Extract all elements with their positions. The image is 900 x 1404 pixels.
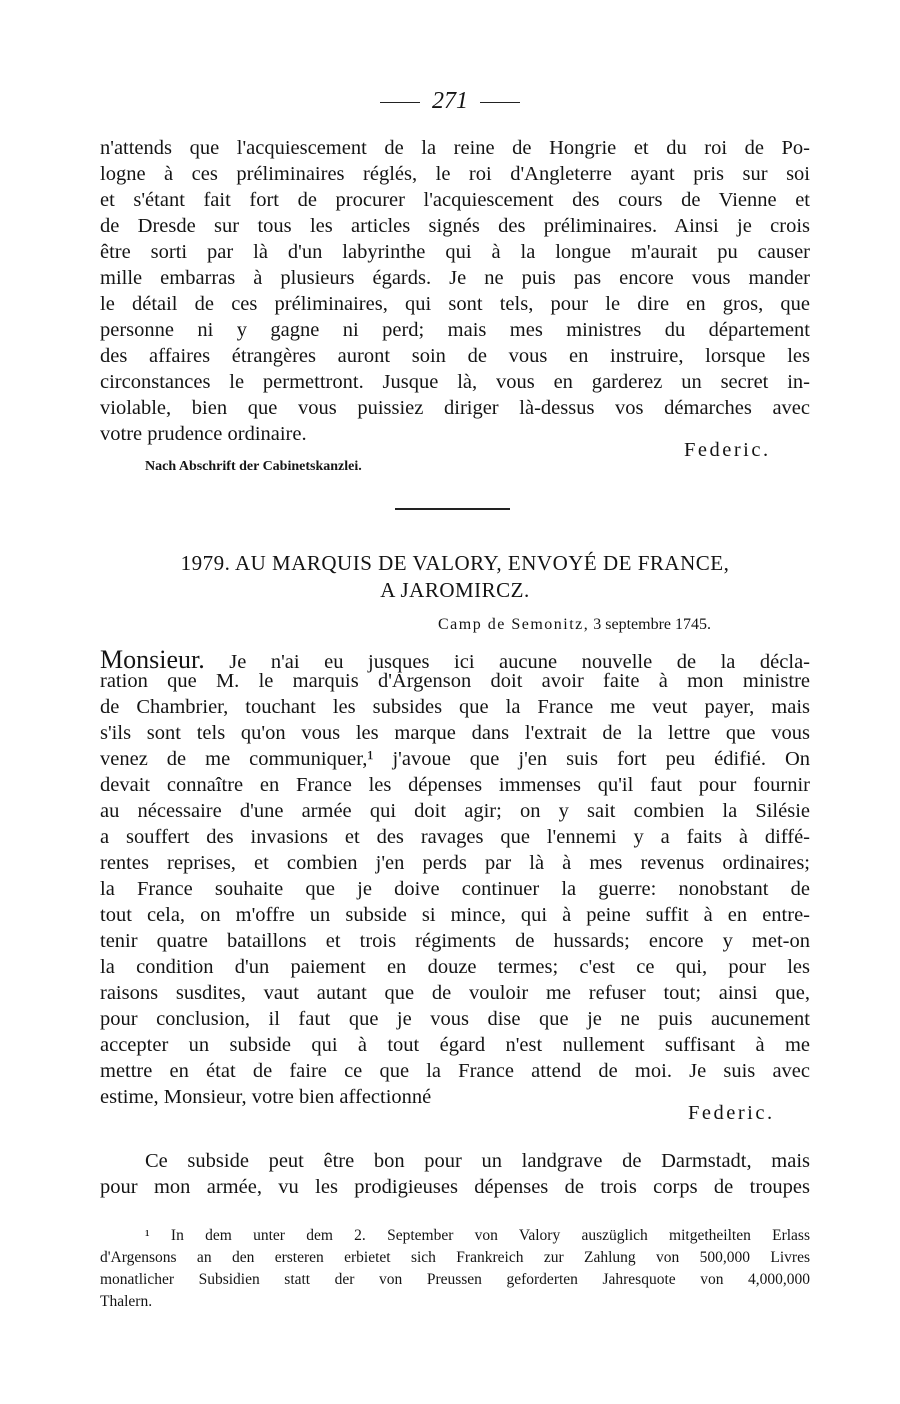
letter-line: de Chambrier, touchant les subsides que la France me veut payer, mais — [100, 696, 810, 718]
prev-letter-line: circonstances le permettront. Jusque là, vous en garderez un secret in- — [100, 371, 810, 393]
footnote-line: ¹ In dem unter dem 2. September von Valory auszüglich mitgetheilten Erlass — [145, 1227, 810, 1244]
page-number-text: 271 — [432, 88, 468, 114]
letter-line: tout cela, on m'offre un subside si mince, qui à peine suffit à en entre- — [100, 904, 810, 926]
prev-letter-line: des affaires étrangères auront soin de vous en instruire, lorsque les — [100, 345, 810, 367]
prev-letter-signature: Federic. — [684, 439, 771, 461]
prev-letter-line: mille embarras à plusieurs égards. Je ne puis pas encore vous mander — [100, 267, 810, 289]
letter-first-line-text: Je n'ai eu jusques ici aucune nouvelle de la décla- — [229, 651, 810, 673]
postscript-line: pour mon armée, vu les prodigieuses dépenses de trois corps de troupes — [100, 1176, 810, 1198]
page-number — [350, 86, 550, 116]
letter-heading-recipient-place: A JAROMIRCZ. — [380, 578, 530, 602]
prev-letter-line: de Dresde sur tous les articles signés des préliminaires. Ainsi je crois — [100, 215, 810, 237]
letter-line: venez de me communiquer,¹ j'avoue que j'en suis fort peu édifié. On — [100, 748, 810, 770]
letter-line: a souffert des invasions et des ravages que l'ennemi y a faits à diffé- — [100, 826, 810, 848]
section-divider — [395, 508, 510, 510]
letter-place: Camp de Semonitz, — [438, 616, 590, 633]
source-note: Nach Abschrift der Cabinetskanzlei. — [145, 459, 362, 474]
prev-letter-line: être sorti par là d'un labyrinthe qui à la longue m'aurait pu causer — [100, 241, 810, 263]
letter-salutation: Monsieur. — [100, 645, 205, 674]
footnote-line: monatlicher Subsidien statt der von Preussen geforderten Jahresquote von 4,000,000 — [100, 1271, 810, 1288]
letter-line: ration que M. le marquis d'Argenson doit avoir faite à mon ministre — [100, 670, 810, 692]
prev-letter-line: logne à ces préliminaires réglés, le roi d'Angleterre ayant pris sur soi — [100, 163, 810, 185]
postscript-line: Ce subside peut être bon pour un landgrave de Darmstadt, mais — [145, 1150, 810, 1172]
letter-line: rentes reprises, et combien j'en perds par là à mes revenus ordinaires; — [100, 852, 810, 874]
letter-place-date — [438, 614, 711, 636]
letter-line: tenir quatre bataillons et trois régiments de hussards; encore y met-on — [100, 930, 810, 952]
page-number-rule-left — [380, 102, 420, 103]
letter-line: pour conclusion, il faut que je vous dise que je ne puis aucunement — [100, 1008, 810, 1030]
letter-line: s'ils sont tels qu'on vous les marque dans l'extrait de la lettre que vous — [100, 722, 810, 744]
prev-letter-line: violable, bien que vous puissiez diriger là-dessus vos démarches avec — [100, 397, 810, 419]
prev-letter-line: et s'étant fait fort de procurer l'acquiescement des cours de Vienne et — [100, 189, 810, 211]
footnote-line: d'Argensons an den ersteren erbietet sich Frankreich zur Zahlung von 500,000 Livres — [100, 1249, 810, 1266]
letter-signature: Federic. — [688, 1102, 775, 1124]
page-number-rule-right — [480, 102, 520, 103]
letter-line: raisons susdites, vaut autant que de vouloir me refuser tout; ainsi que, — [100, 982, 810, 1004]
letter-date: 3 septembre 1745. — [593, 616, 712, 633]
letter-line: la France souhaite que je doive continuer la guerre: nonobstant de — [100, 878, 810, 900]
prev-letter-line: n'attends que l'acquiescement de la reine de Hongrie et du roi de Po- — [100, 137, 810, 159]
footnote-line: Thalern. — [100, 1293, 153, 1310]
letter-line: accepter un subside qui à tout égard n'est nullement suffisant à me — [100, 1034, 810, 1056]
letter-line: au nécessaire d'une armée qui doit agir; on y sait combien la Silésie — [100, 800, 810, 822]
letter-heading: 1979. AU MARQUIS DE VALORY, ENVOYÉ DE FRANCE, — [180, 551, 730, 575]
letter-line: mettre en état de faire ce que la France attend de moi. Je suis avec — [100, 1060, 810, 1082]
prev-letter-line: personne ni y gagne ni perd; mais mes ministres du département — [100, 319, 810, 341]
prev-letter-line: le détail de ces préliminaires, qui sont tels, pour le dire en gros, que — [100, 293, 810, 315]
letter-line: devait connaître en France les dépenses immenses qu'il faut pour fournir — [100, 774, 810, 796]
prev-letter-line: votre prudence ordinaire. — [100, 423, 307, 445]
letter-line: la condition d'un paiement en douze termes; c'est ce qui, pour les — [100, 956, 810, 978]
letter-line: estime, Monsieur, votre bien affectionné — [100, 1086, 432, 1108]
